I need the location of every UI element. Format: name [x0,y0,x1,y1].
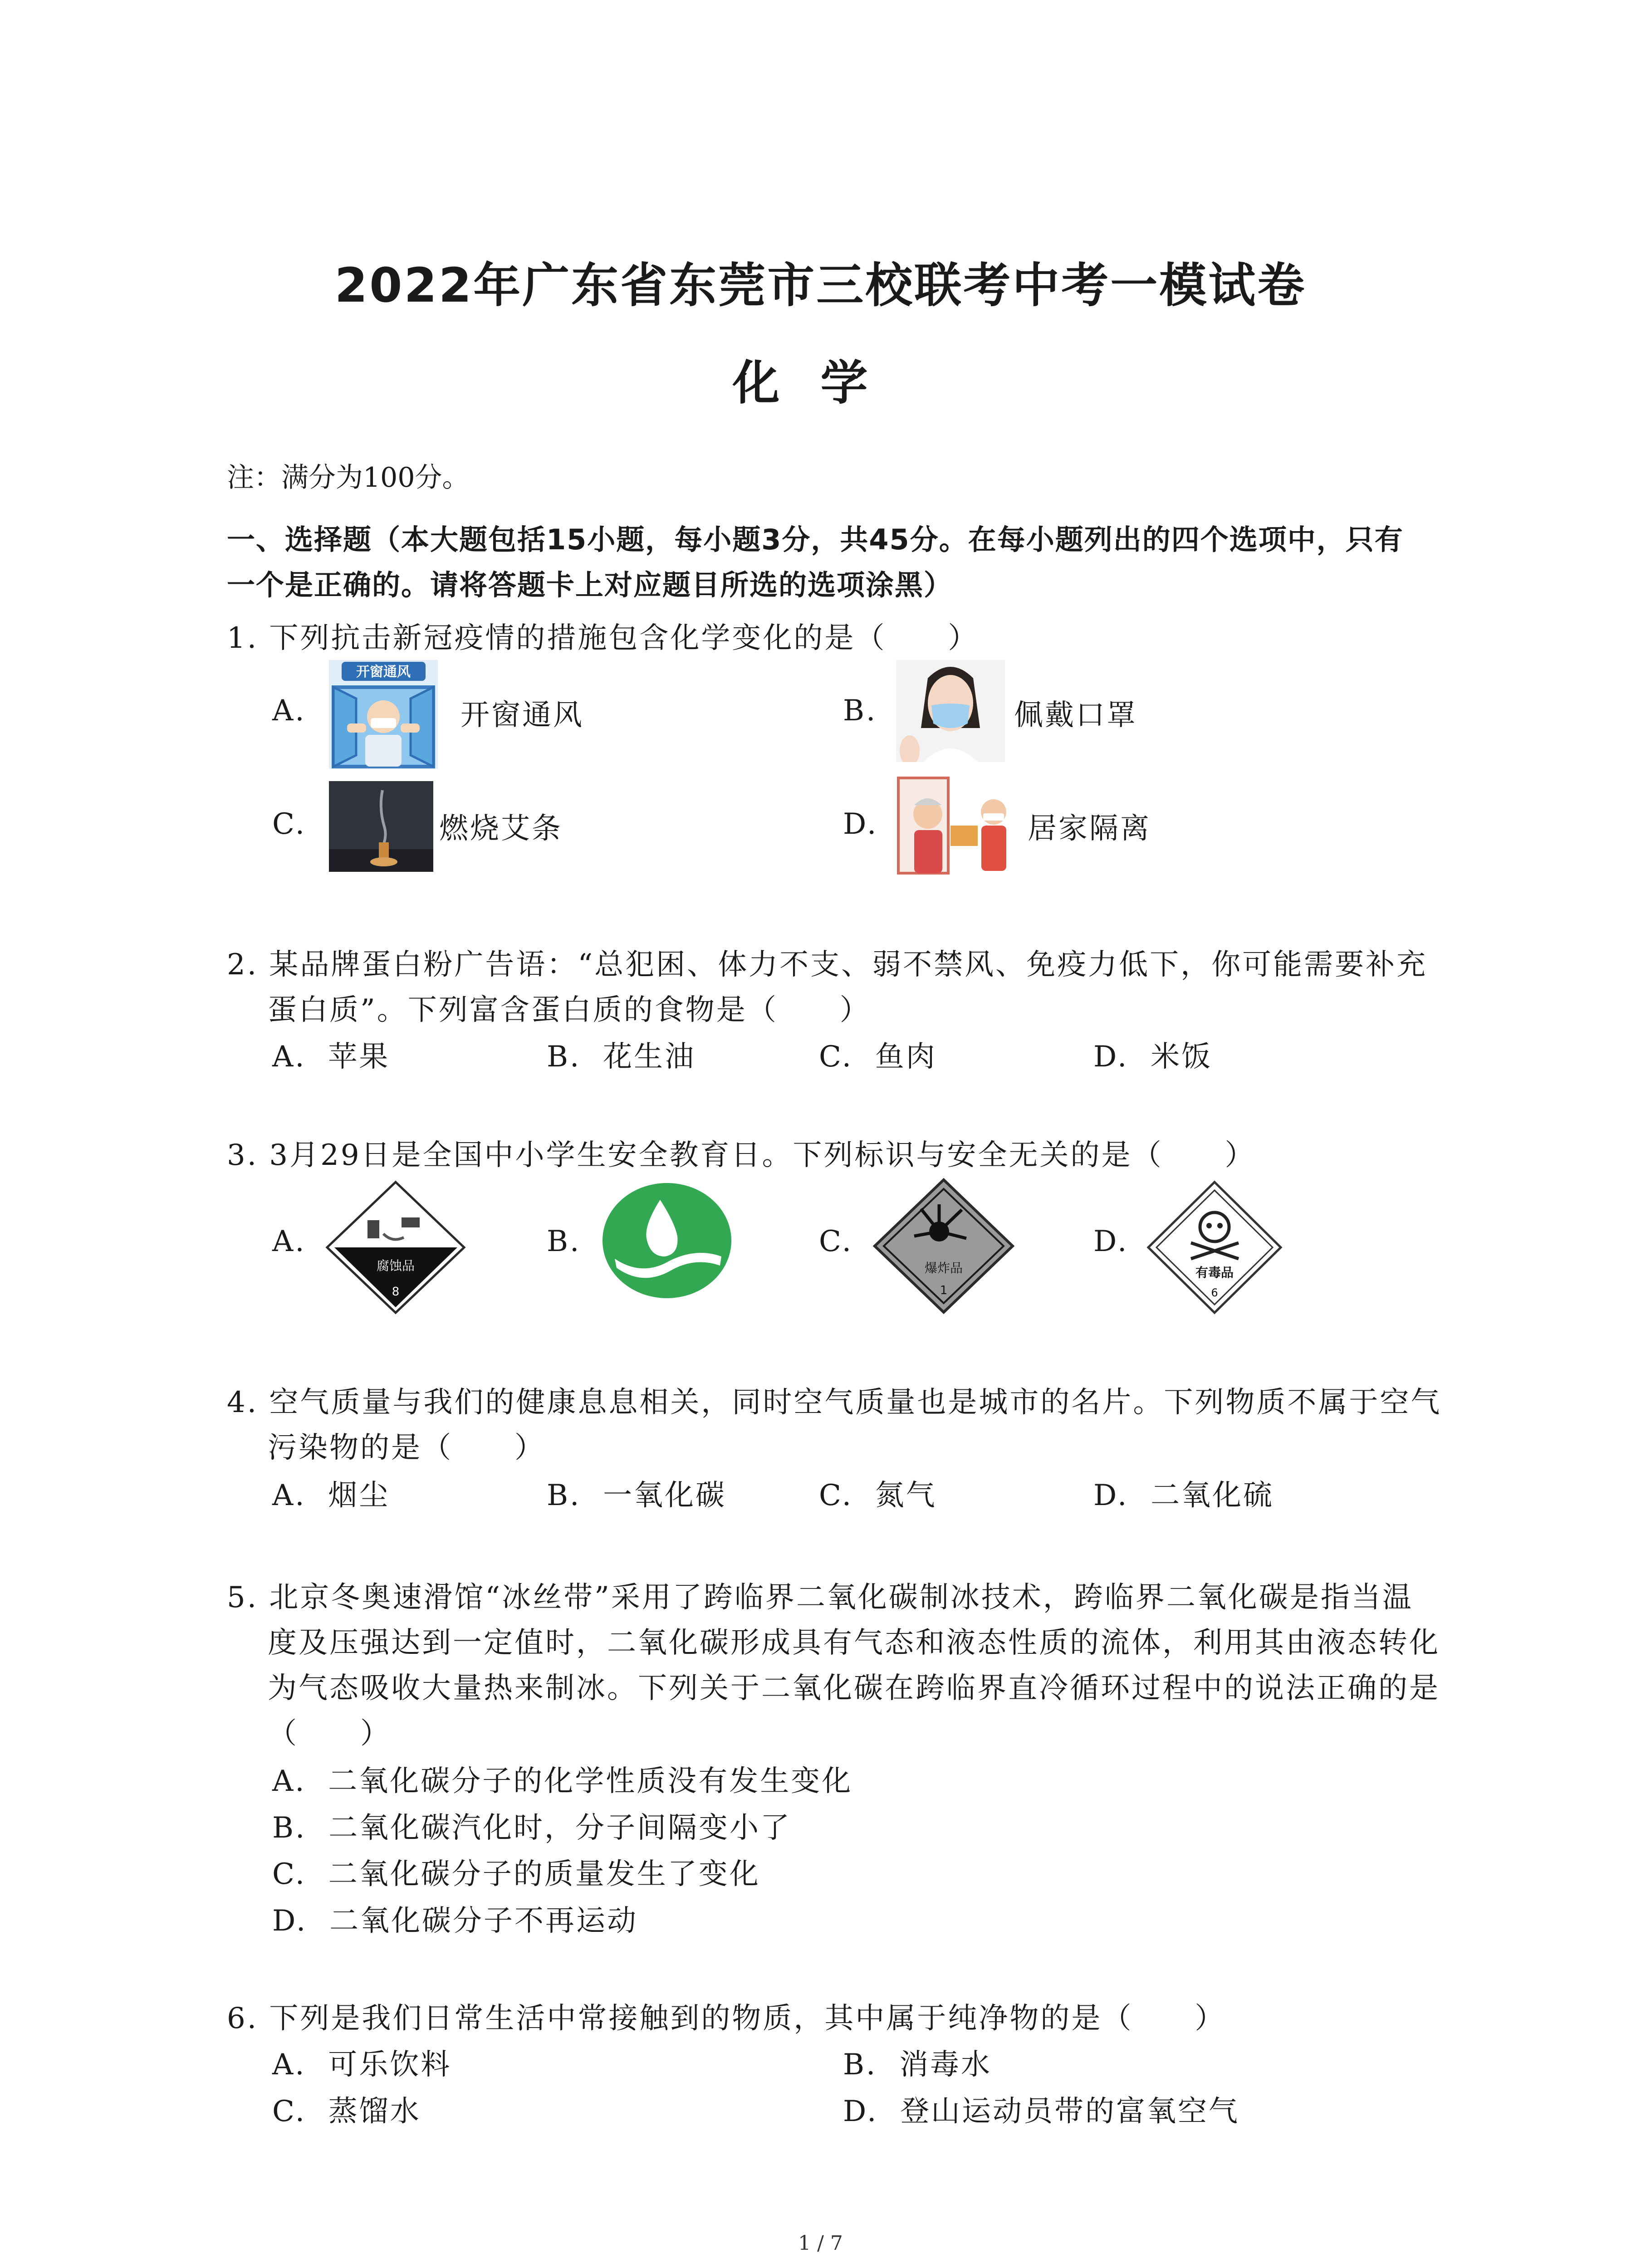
q2-option-d-text: 米饭 [1151,1040,1213,1074]
q5-option-c-text: 二氧化碳分子的质量发生了变化 [328,1857,760,1891]
q4-option-b-text: 一氧化碳 [603,1479,727,1512]
q3-option-d-letter: D. [1093,1225,1129,1258]
q6-option-d-letter: D. [843,2095,878,2128]
q6-option-c-text: 蒸馏水 [328,2095,421,2128]
q2-option-b-letter: B. [547,1040,581,1074]
toxic-label: 有毒品 [1195,1265,1234,1280]
q2-option-a-text: 苹果 [328,1040,390,1074]
q6-option-b-text: 消毒水 [899,2048,992,2082]
toxic-class: 6 [1211,1286,1218,1299]
section-heading-line2: 一个是正确的。请将答题卡上对应题目所选的选项涂黑） [227,568,953,601]
q4-stem-line2: 污染物的是（ ） [268,1431,545,1465]
home-quarantine-image [896,773,1019,875]
q1-option-d-text: 居家隔离 [1028,812,1151,846]
burning-moxa-image [329,781,433,872]
q4-option-b-letter: B. [547,1479,581,1512]
q4-option-d-letter: D. [1093,1479,1129,1512]
q6-option-d [843,2088,1239,2130]
q2-option-c [819,1033,937,1075]
q4-option-c-text: 氮气 [875,1479,937,1512]
q4-option-a-letter: A. [272,1479,306,1512]
q6-option-c-letter: C. [272,2095,307,2128]
page-number: 1 / 7 [798,2232,843,2255]
q4-option-c-letter: C. [819,1479,853,1512]
q5-option-d-letter: D. [272,1904,308,1938]
q1-option-a-text: 开窗通风 [460,699,584,732]
q5-option-b-text: 二氧化碳汽化时，分子间隔变小了 [328,1811,792,1845]
q3-option-a-letter: A. [272,1225,306,1258]
q1-option-c-letter: C. [272,807,307,841]
q3-option-c-letter: C. [819,1225,853,1258]
q6-option-a-letter: A. [272,2048,306,2082]
water-saving-sign-icon [601,1182,733,1300]
q5-option-a-text: 二氧化碳分子的化学性质没有发生变化 [328,1765,853,1798]
open-window-image [329,660,438,769]
q5-stem-line4: （ ） [268,1717,391,1750]
q4-option-d [1093,1472,1274,1514]
q1-option-d-letter: D. [843,807,878,841]
q5-stem-line2: 度及压强达到一定值时，二氧化碳形成具有气态和液态性质的流体，利用其由液态转化 [268,1626,1440,1660]
q2-option-d [1093,1033,1212,1075]
wearing-mask-image [896,660,1005,762]
q6-stem: 6. 下列是我们日常生活中常接触到的物质，其中属于纯净物的是（ ） [227,2002,1226,2035]
q5-option-c-letter: C. [272,1857,307,1891]
q2-option-b [547,1033,696,1075]
q5-option-d-text: 二氧化碳分子不再运动 [329,1904,638,1938]
q3-stem: 3. 3月29日是全国中小学生安全教育日。下列标识与安全无关的是（ ） [227,1139,1256,1172]
window-sign-text: 开窗通风 [356,664,411,680]
q1-stem: 1. 下列抗击新冠疫情的措施包含化学变化的是（ ） [227,621,979,655]
explosive-label: 爆炸品 [924,1261,963,1276]
subject-title: 化学 [732,355,909,411]
q3-option-b-letter: B. [547,1225,581,1258]
explosive-sign-icon [871,1177,1016,1315]
q1-option-b-text: 佩戴口罩 [1014,699,1137,732]
q6-option-d-text: 登山运动员带的富氧空气 [900,2095,1240,2128]
corrosive-sign-icon [324,1179,467,1315]
q4-option-a-text: 烟尘 [328,1479,390,1512]
q4-option-c [819,1472,937,1514]
q2-option-c-letter: C. [819,1040,853,1074]
q2-option-b-text: 花生油 [603,1040,696,1074]
q2-option-a-letter: A. [272,1040,306,1074]
corrosive-label: 腐蚀品 [376,1258,415,1273]
toxic-sign-icon [1146,1179,1284,1315]
q6-option-a [272,2041,451,2083]
q2-stem-line1: 2. 某品牌蛋白粉广告语：“总犯困、体力不支、弱不禁风、免疫力低下，你可能需要补充 [227,948,1428,982]
q2-option-d-letter: D. [1093,1040,1129,1074]
q2-option-a [272,1033,390,1075]
q6-option-a-text: 可乐饮料 [328,2048,452,2082]
q5-option-c [272,1851,760,1892]
explosive-class: 1 [940,1284,948,1297]
q5-option-b-letter: B. [272,1811,307,1845]
q2-stem-line2: 蛋白质”。下列富含蛋白质的食物是（ ） [268,993,871,1027]
q5-option-b [272,1804,791,1846]
q1-option-c-text: 燃烧艾条 [439,812,563,846]
q6-option-b-letter: B. [843,2048,877,2082]
q5-stem-line1: 5. 北京冬奥速滑馆“冰丝带”采用了跨临界二氧化碳制冰技术，跨临界二氧化碳是指当温 [227,1581,1413,1614]
exam-title: 2022年广东省东莞市三校联考中考一模试卷 [334,258,1307,313]
q6-option-b [843,2041,992,2083]
q4-option-b [547,1472,726,1514]
q1-option-a-letter: A. [272,694,306,728]
q4-option-a [272,1472,390,1514]
q5-option-a-letter: A. [272,1765,306,1798]
q2-option-c-text: 鱼肉 [875,1040,937,1074]
section-heading-line1: 一、选择题（本大题包括15小题，每小题3分，共45分。在每小题列出的四个选项中，只有 [227,523,1404,556]
q5-stem-line3: 为气态吸收大量热来制冰。下列关于二氧化碳在跨临界直冷循环过程中的说法正确的是 [268,1672,1440,1705]
q4-option-d-text: 二氧化硫 [1151,1479,1274,1512]
q5-option-a [272,1758,852,1799]
score-note: 注：满分为100分。 [227,462,470,494]
q6-option-c [272,2088,421,2130]
q1-option-b-letter: B. [843,694,877,728]
corrosive-class: 8 [392,1285,400,1299]
q5-option-d [272,1897,638,1939]
q4-stem-line1: 4. 空气质量与我们的健康息息相关，同时空气质量也是城市的名片。下列物质不属于空气 [227,1386,1442,1419]
